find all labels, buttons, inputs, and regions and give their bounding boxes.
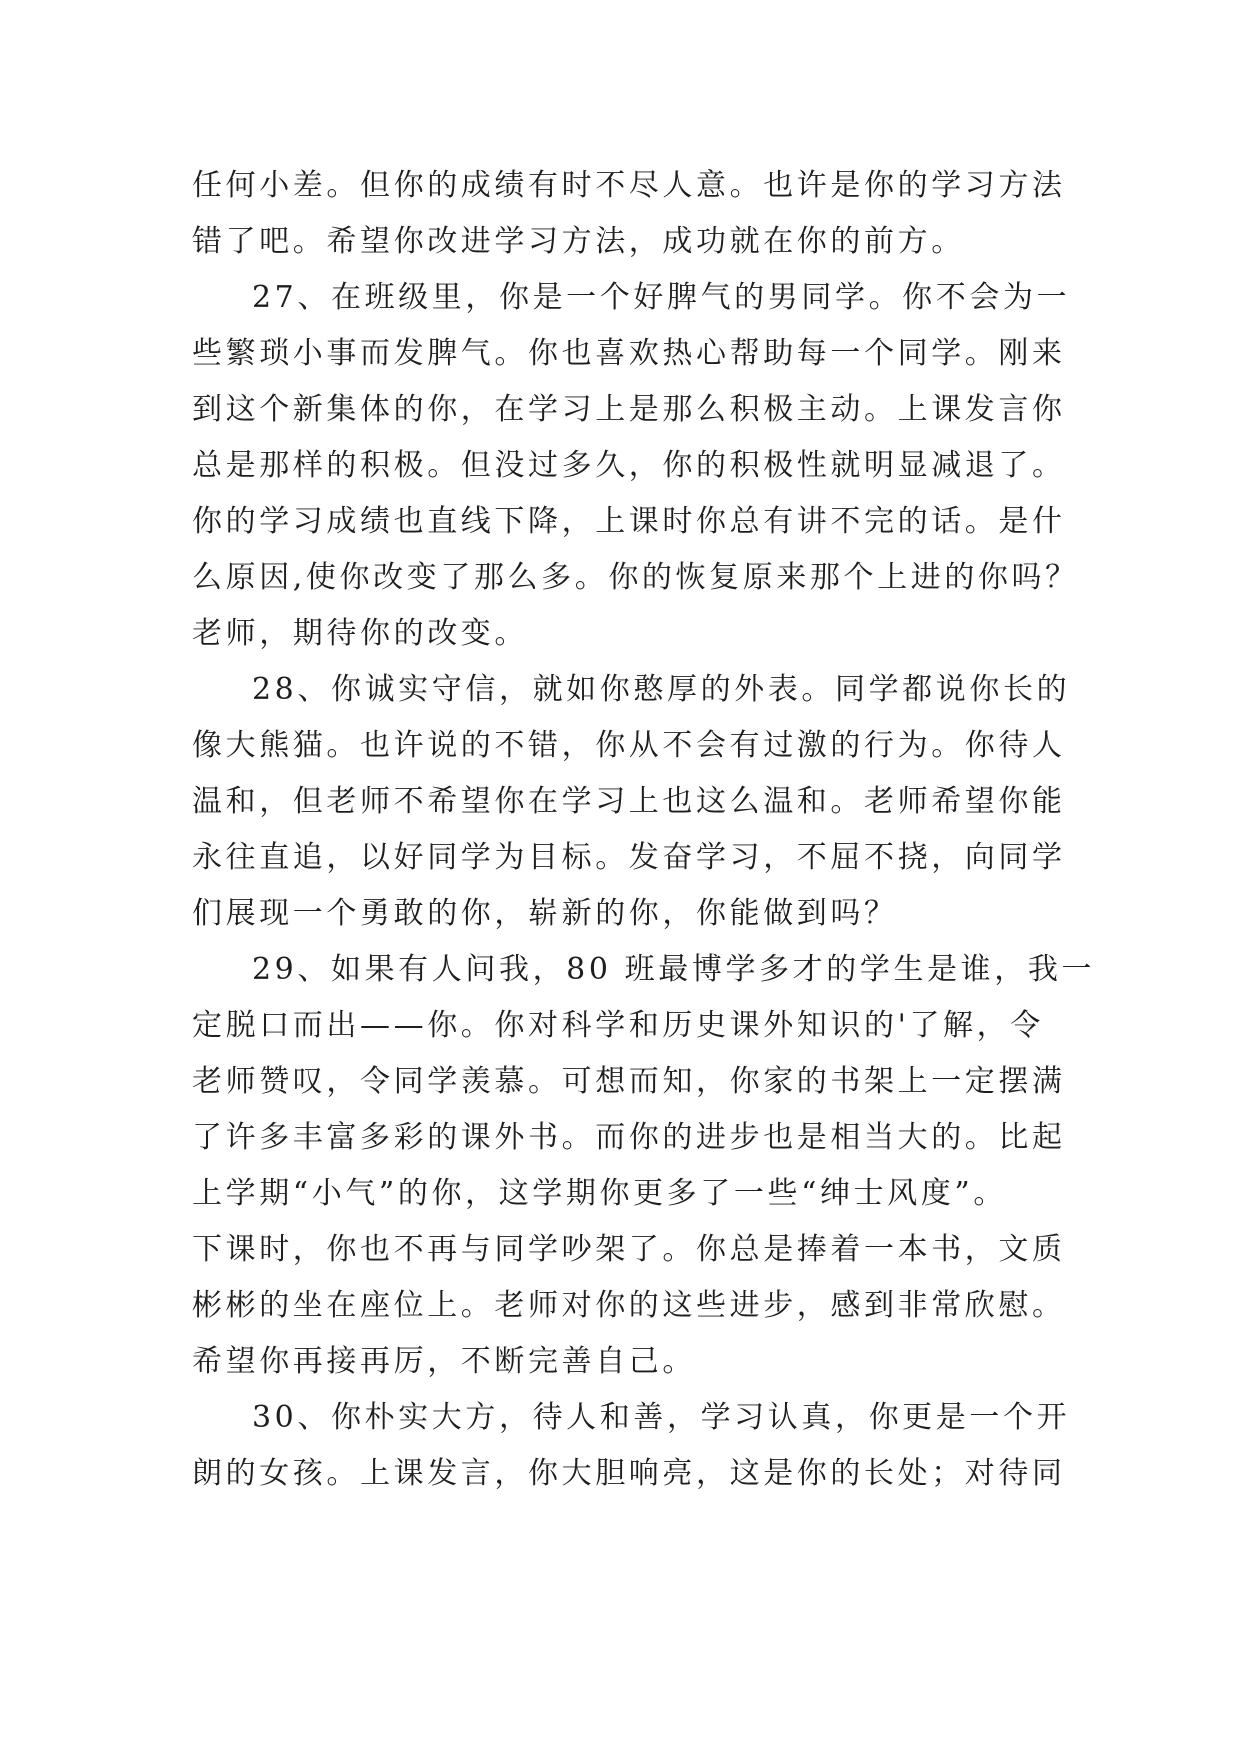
text-line: 定脱口而出——你。你对科学和历史课外知识的'了解，令 xyxy=(192,1008,1044,1043)
text-line: 任何小差。但你的成绩有时不尽人意。也许是你的学习方法 xyxy=(192,168,1066,203)
text-line: 永往直追，以好同学为目标。发奋学习，不屈不挠，向同学 xyxy=(192,840,1066,875)
text-line: 们展现一个勇敢的你，崭新的你，你能做到吗？ xyxy=(192,896,898,931)
text-line: 上学期“小气”的你，这学期你更多了一些“绅士风度”。 xyxy=(192,1176,1007,1211)
text-line: 老师赞叹，令同学羡慕。可想而知，你家的书架上一定摆满 xyxy=(192,1064,1066,1099)
text-line: 下课时，你也不再与同学吵架了。你总是捧着一本书，文质 xyxy=(192,1232,1066,1267)
text-line: 彬彬的坐在座位上。老师对你的这些进步，感到非常欣慰。 xyxy=(192,1288,1066,1323)
text-line: 了许多丰富多彩的课外书。而你的进步也是相当大的。比起 xyxy=(192,1120,1066,1155)
text-line: 希望你再接再厉，不断完善自己。 xyxy=(192,1344,696,1379)
text-line: 么原因,使你改变了那么多。你的恢复原来那个上进的你吗？ xyxy=(192,560,1079,595)
paragraph-first-line: 27、在班级里，你是一个好脾气的男同学。你不会为一 xyxy=(252,280,1071,315)
document-body xyxy=(192,158,1096,1502)
text-line: 到这个新集体的你，在学习上是那么积极主动。上课发言你 xyxy=(192,392,1066,427)
text-line: 总是那样的积极。但没过多久，你的积极性就明显减退了。 xyxy=(192,448,1066,483)
text-line: 些繁琐小事而发脾气。你也喜欢热心帮助每一个同学。刚来 xyxy=(192,336,1066,371)
text-line: 像大熊猫。也许说的不错，你从不会有过激的行为。你待人 xyxy=(192,728,1066,763)
paragraph-first-line: 30、你朴实大方，待人和善，学习认真，你更是一个开 xyxy=(252,1400,1071,1435)
text-line: 朗的女孩。上课发言，你大胆响亮，这是你的长处；对待同 xyxy=(192,1456,1066,1491)
text-line: 老师，期待你的改变。 xyxy=(192,616,528,651)
text-line: 你的学习成绩也直线下降，上课时你总有讲不完的话。是什 xyxy=(192,504,1066,539)
text-line: 温和，但老师不希望你在学习上也这么温和。老师希望你能 xyxy=(192,784,1066,819)
paragraph-first-line: 29、如果有人问我，80 班最博学多才的学生是谁，我一 xyxy=(252,952,1096,987)
text-line: 错了吧。希望你改进学习方法，成功就在你的前方。 xyxy=(192,224,965,259)
paragraph-first-line: 28、你诚实守信，就如你憨厚的外表。同学都说你长的 xyxy=(252,672,1071,707)
